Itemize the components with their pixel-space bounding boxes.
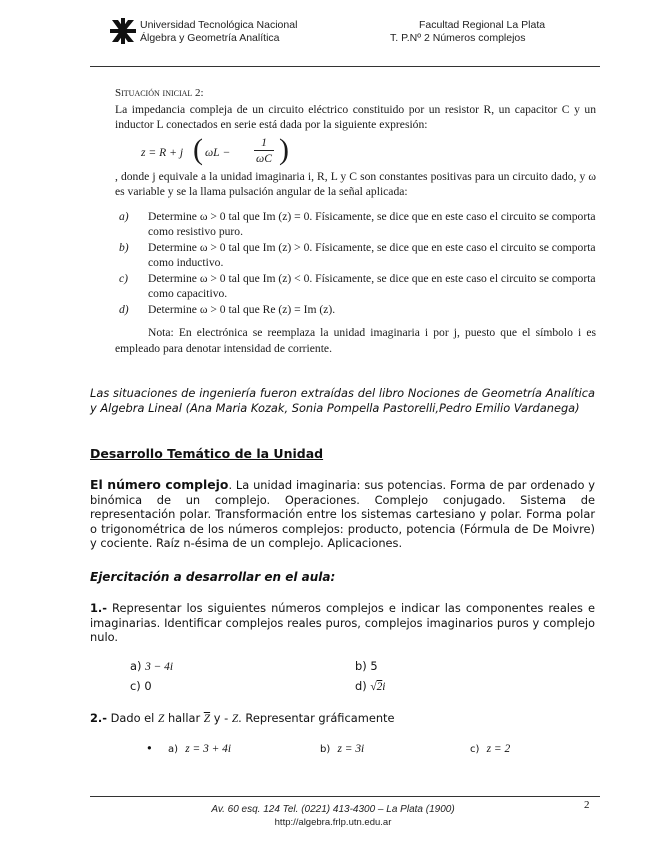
page-number: 2 <box>584 799 590 811</box>
footer-url: http://algebra.frlp.utn.edu.ar <box>274 817 392 828</box>
situation-block <box>115 86 596 356</box>
header-rule <box>90 66 600 67</box>
ex1-item-d: d) √2i <box>355 679 386 693</box>
situation-item-c: c) Determine ω > 0 tal que Im (z) < 0. Físicamente, se dice que en este caso el circuito se comporta como capacitivo. <box>119 271 596 300</box>
exercise-2: 2.- Dado el Z hallar $\overline{Z}$ y - Z. Representar gráficamente <box>90 711 395 725</box>
header-tp: T. P.Nº 2 Números complejos <box>390 32 526 44</box>
header-university: Universidad Tecnológica Nacional <box>140 19 298 31</box>
exercises-heading: Ejercitación a desarrollar en el aula: <box>90 570 336 584</box>
formula-frac-den: ωC <box>256 151 272 165</box>
z-conjugate: $\overline{Z}$ <box>203 713 211 725</box>
formula-wl: ωL − <box>205 145 231 159</box>
ex1-item-c: c) 0 <box>130 679 152 693</box>
situation-item-b: b) Determine ω > 0 tal que Im (z) > 0. Físicamente, se dice que en este caso el circuito se comporta como inductivo. <box>119 240 596 269</box>
formula-paren-close: ) <box>279 132 289 166</box>
ex1-item-b: b) 5 <box>355 659 378 673</box>
source-note: Las situaciones de ingeniería fueron extraídas del libro Nociones de Geometría Analítica y Algebra Lineal (Ana Maria Kozak, Sonia Pompella Pastorelli,Pedro Emilio Vardanega) <box>90 386 595 415</box>
formula-tail: , donde j equivale a la unidad imaginaria i, R, L y C son constantes positivas para un circuito dado, y ω es variable y se la llama pulsación angular de la señal aplicada: <box>115 169 596 198</box>
ex2-item-b: b) z = 3i <box>320 743 365 755</box>
header-faculty: Facultad Regional La Plata <box>419 19 546 31</box>
unit-contents <box>90 478 595 551</box>
ex2-item-c: c) z = 2 <box>470 743 511 755</box>
exercise-1-text: Representar los siguientes números complejos e indicar las componentes reales e imaginarias. Identificar complejos reales puros, complejos imaginarios puros y complejo nulo. <box>90 601 595 645</box>
impedance-formula <box>141 132 596 169</box>
exercise-2-num: 2.- <box>90 711 107 725</box>
unit-lead: El número complejo <box>90 477 229 492</box>
footer-rule <box>90 796 600 797</box>
unit-text: . La unidad imaginaria: sus potencias. Forma de par ordenado y binómica de un complejo. Operaciones. Complejo conjugado. Sistema de representación polar. Transformación entre los sistemas cartesiano y polar. Forma polar o trigonométrica de los números complejos: producto, potencia (Fórmula de De Moivre) y cociente. Raíz n-ésima de un complejo. Aplicaciones. <box>90 478 596 551</box>
situation-title: Situación inicial 2: <box>115 87 204 99</box>
situation-item-d: d) Determine ω > 0 tal que Re (z) = Im (z). <box>119 302 336 316</box>
situation-item-a: a) Determine ω > 0 tal que Im (z) = 0. Físicamente, se dice que en este caso el circuito se comporta como resistivo puro. <box>119 209 596 238</box>
ex1-item-a: a) 3 − 4i <box>130 659 173 673</box>
formula-frac-num: 1 <box>254 135 274 152</box>
situation-intro: La impedancia compleja de un circuito eléctrico constituido por un resistor R, un capacitor C y un inductor L conectados en serie está dada por la siguiente expresión: <box>115 102 596 131</box>
bullet-icon: • <box>146 741 153 755</box>
formula-z: z = R + j <box>141 145 184 159</box>
exercise-1-num: 1.- <box>90 601 107 615</box>
footer-address: Av. 60 esq. 124 Tel. (0221) 413-4300 – La Plata (1900) <box>211 804 455 815</box>
section-title: Desarrollo Temático de la Unidad <box>90 446 324 461</box>
situation-note: Nota: En electrónica se reemplaza la unidad imaginaria i por j, puesto que el símbolo i es empleado para denotar intensidad de corriente. <box>115 326 596 355</box>
header-subject: Álgebra y Geometría Analítica <box>140 32 280 44</box>
formula-paren-open: ( <box>193 132 203 166</box>
ex2-item-a: a) z = 3 + 4i <box>168 743 232 755</box>
exercise-1 <box>90 601 595 645</box>
utn-logo <box>110 18 136 44</box>
